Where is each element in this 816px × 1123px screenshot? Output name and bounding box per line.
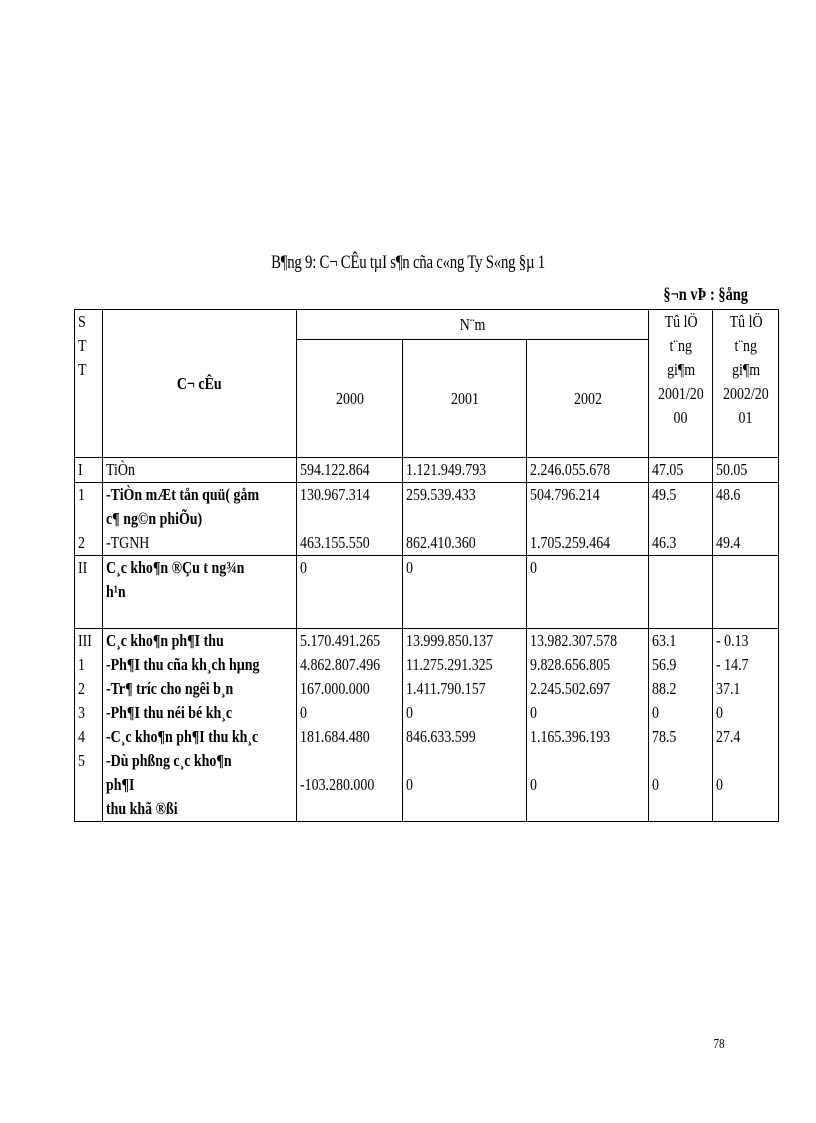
table-caption: B¶ng 9: C¬ CÊu tµI s¶n cña c«ng Ty S«ng §µ 1 — [271, 252, 545, 273]
header-year-group: N¨m — [297, 310, 649, 340]
header-year-2001: 2001 — [403, 340, 527, 458]
asset-structure-table — [74, 309, 779, 822]
table-row: II C¸c kho¶n ®Çu t ng¾n h¹n 0 0 0 — [75, 556, 779, 629]
header-rate-2002-2001: Tû lÖ t¨ng gi¶m 2002/20 01 — [713, 310, 779, 458]
header-year-2000: 2000 — [297, 340, 403, 458]
header-rate-2001-2000: Tû lÖ t¨ng gi¶m 2001/20 00 — [649, 310, 713, 458]
table-row: 1 2 -TiÒn mÆt tån quü( gåm c¶ ng©n phiÕu) -TGNH 130.967.314 463.155.550 259.539.433 862.410.360 504.796.214 1.705.259.464 49.5 46.3 48.6 49.4 — [75, 483, 779, 556]
header-structure: C¬ cÊu — [103, 310, 297, 458]
header-year-2002: 2002 — [527, 340, 649, 458]
header-stt: S T T — [75, 310, 103, 458]
table-row: I TiÒn 594.122.864 1.121.949.793 2.246.055.678 47.05 50.05 — [75, 458, 779, 483]
unit-label: §¬n vÞ : §ång — [663, 284, 748, 304]
table-row: III 1 2 3 4 5 C¸c kho¶n ph¶I thu -Ph¶I thu cña kh¸ch hµng -Tr¶ tríc cho ngêi b¸n -Ph¶I thu néi bé kh¸c -C¸c kho¶n ph¶I thu kh¸c -Dù phßng c¸c kho¶n ph¶I thu khã ®ßi 5.170.491.265 4.862.807.496 167.000.000 0 181.684.480 -103.280.000 13.999.850.137 11.275.291.325 1.411.790.157 0 846.633.599 0 13.982.307.578 9.828.656.805 2.245.502.697 0 1.165.396.193 0 63.1 56.9 88.2 0 78.5 0 - 0.13 - 14.7 37.1 0 27.4 0 — [75, 629, 779, 822]
page-number: 78 — [713, 1037, 725, 1052]
